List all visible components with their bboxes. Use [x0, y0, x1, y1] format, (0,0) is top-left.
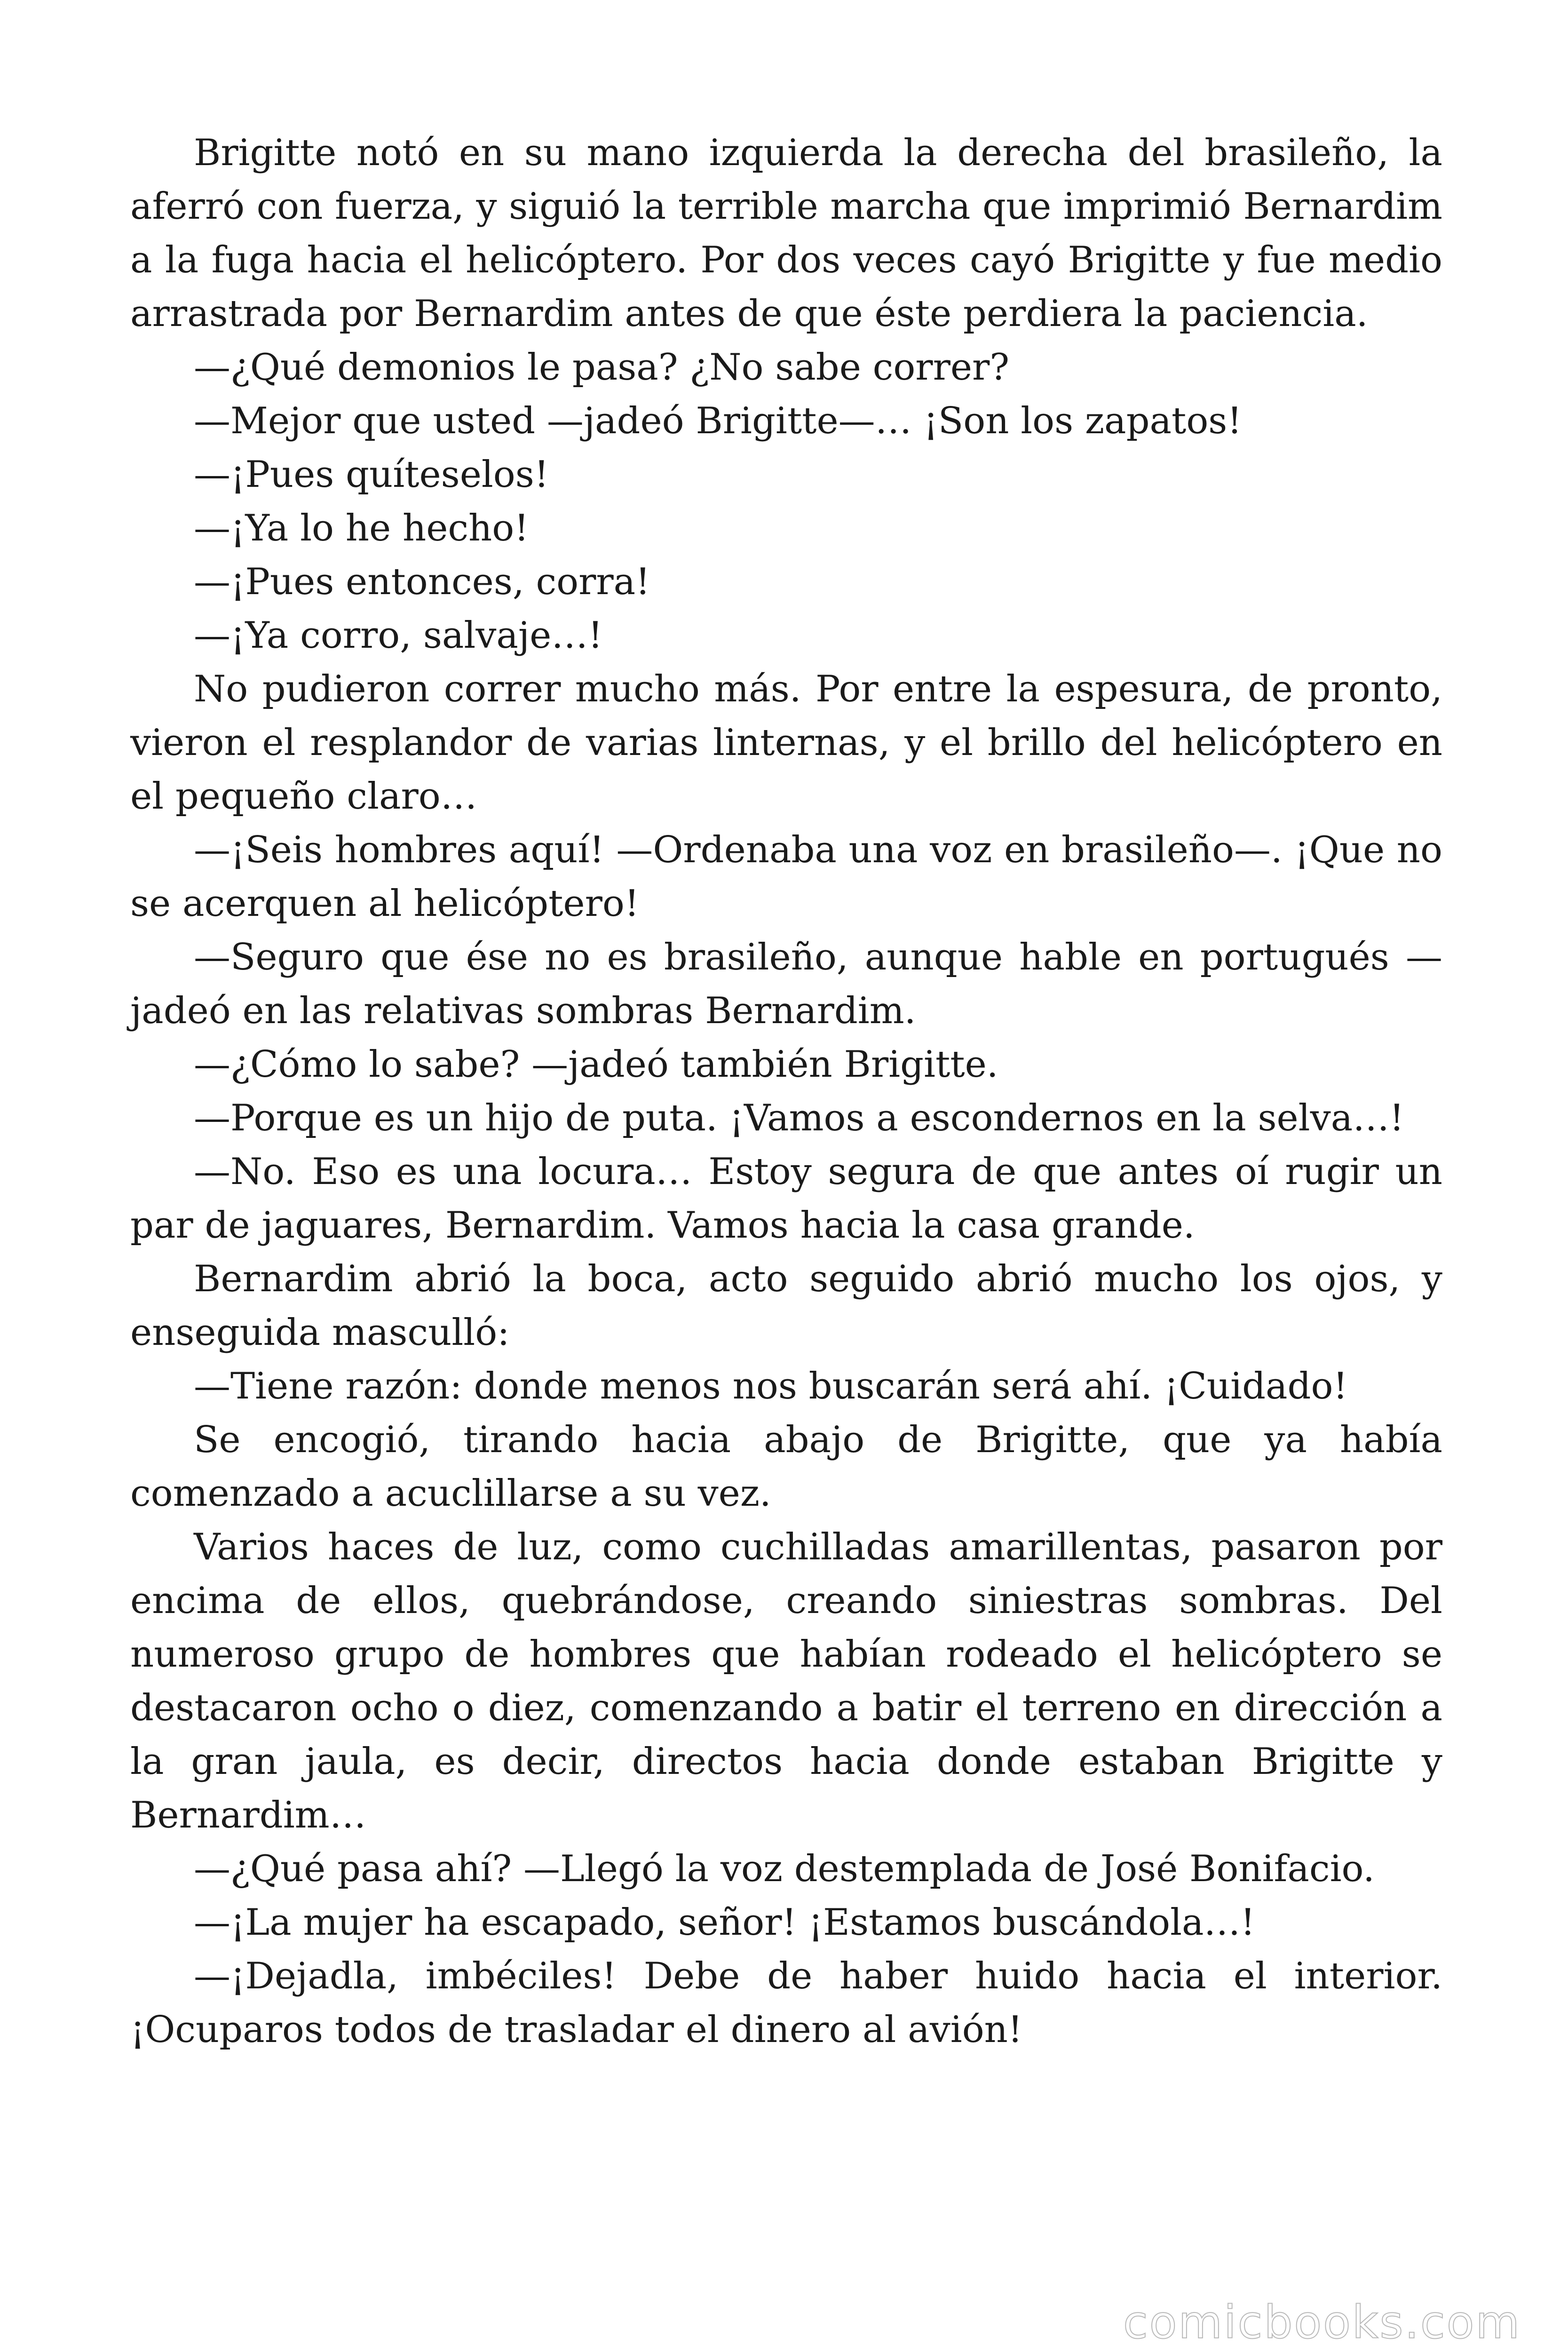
- watermark: comicbooks.com: [1123, 2296, 1521, 2349]
- book-page-text: [130, 126, 1442, 2057]
- paragraph: No pudieron correr mucho más. Por entre la espesura, de pronto, vieron el resplandor de varias linternas, y el brillo del helicóptero en el pequeño claro…: [130, 668, 1442, 818]
- paragraph: —¿Qué pasa ahí? —Llegó la voz destemplada de José Bonifacio.: [194, 1848, 1375, 1890]
- paragraph: —¡Dejadla, imbéciles! Debe de haber huido hacia el interior. ¡Ocuparos todos de trasladar el dinero al avión!: [130, 1955, 1442, 2051]
- paragraph: —Seguro que ése no es brasileño, aunque hable en portugués —jadeó en las relativas sombras Bernardim.: [130, 936, 1442, 1032]
- paragraph: —¡Ya lo he hecho!: [194, 507, 529, 549]
- paragraph: Bernardim abrió la boca, acto seguido abrió mucho los ojos, y enseguida masculló:: [130, 1258, 1442, 1354]
- paragraph: —Tiene razón: donde menos nos buscarán será ahí. ¡Cuidado!: [194, 1365, 1348, 1407]
- paragraph: —¡La mujer ha escapado, señor! ¡Estamos buscándola…!: [194, 1901, 1255, 1944]
- paragraph: —No. Eso es una locura… Estoy segura de que antes oí rugir un par de jaguares, Bernardim. Vamos hacia la casa grande.: [130, 1151, 1442, 1247]
- paragraph: —¡Pues quíteselos!: [194, 453, 549, 496]
- paragraph: Brigitte notó en su mano izquierda la derecha del brasileño, la aferró con fuerza, y siguió la terrible marcha que imprimió Bernardim a la fuga hacia el helicóptero. Por dos veces cayó Brigitte y fue medio arrastrada por Bernardim antes de que éste perdiera la paciencia.: [130, 132, 1442, 335]
- paragraph: —¡Seis hombres aquí! —Ordenaba una voz en brasileño—. ¡Que no se acerquen al helicóptero!: [130, 829, 1442, 925]
- paragraph: —¿Qué demonios le pasa? ¿No sabe correr?: [194, 346, 1010, 389]
- paragraph: —Mejor que usted —jadeó Brigitte—… ¡Son los zapatos!: [194, 400, 1242, 442]
- paragraph: —¿Cómo lo sabe? —jadeó también Brigitte.: [194, 1043, 998, 1086]
- paragraph: —¡Ya corro, salvaje…!: [194, 614, 603, 657]
- paragraph: Se encogió, tirando hacia abajo de Brigitte, que ya había comenzado a acuclillarse a su vez.: [130, 1419, 1442, 1515]
- paragraph: —Porque es un hijo de puta. ¡Vamos a escondernos en la selva…!: [194, 1097, 1404, 1139]
- paragraph: —¡Pues entonces, corra!: [194, 561, 650, 603]
- paragraph: Varios haces de luz, como cuchilladas amarillentas, pasaron por encima de ellos, quebrándose, creando siniestras sombras. Del numeroso grupo de hombres que habían rodeado el helicóptero se destacaron ocho o diez, comenzando a batir el terreno en dirección a la gran jaula, es decir, directos hacia donde estaban Brigitte y Bernardim…: [130, 1526, 1442, 1836]
